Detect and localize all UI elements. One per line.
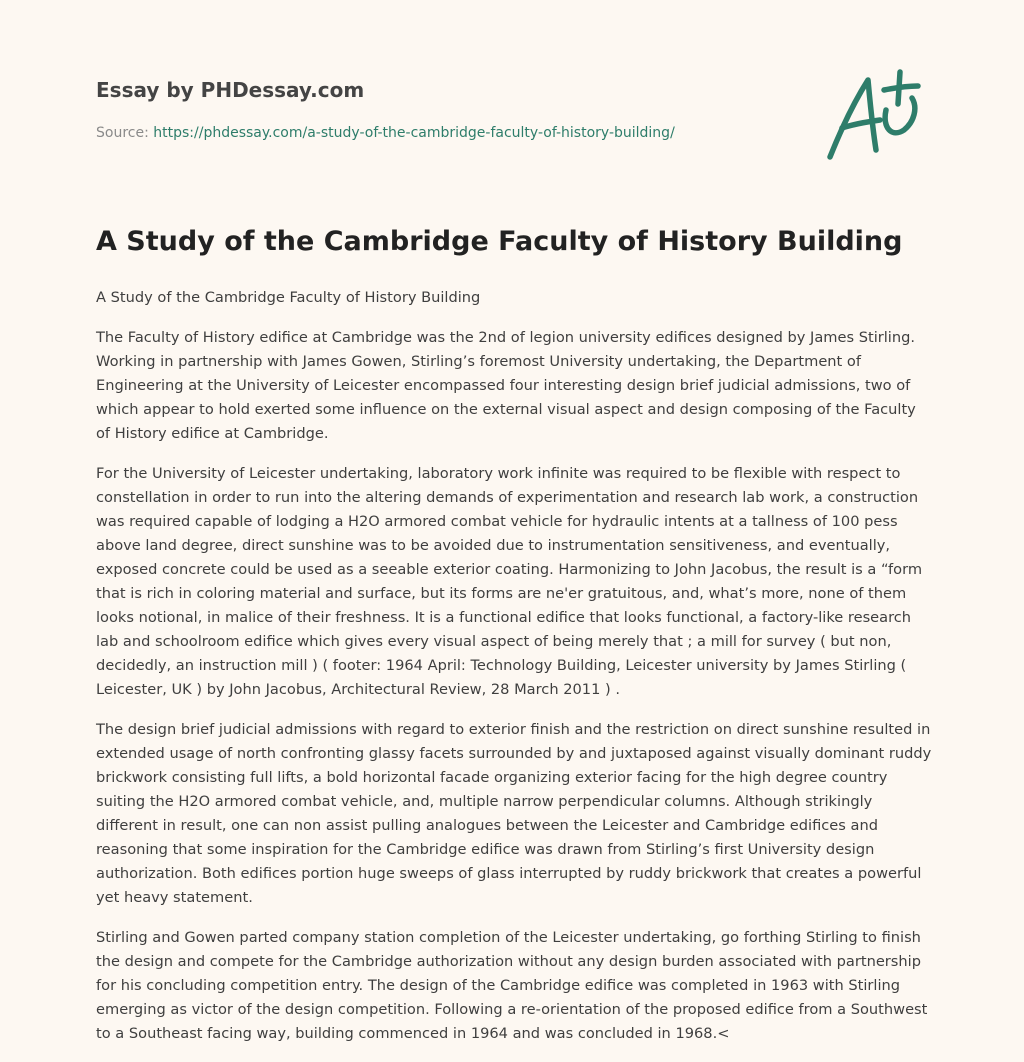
essay-body bbox=[96, 286, 932, 1062]
source-line bbox=[96, 125, 675, 141]
essay-paragraph: The Faculty of History edifice at Cambridge was the 2nd of legion university edifices designed by James Stirling. Working in partnership with James Gowen, Stirling’s foremost University undertaking, the Department of Engineering at the University of Leicester encompassed four interesting design brief judicial admissions, two of which appear to hold exerted some influence on the external visual aspect and design composing of the Faculty of History edifice at Cambridge. bbox=[96, 329, 916, 442]
source-label: Source: bbox=[96, 125, 154, 141]
essay-title: A Study of the Cambridge Faculty of History Building bbox=[96, 226, 903, 257]
essay-paragraph: For the University of Leicester undertaking, laboratory work infinite was required to be flexible with respect to constellation in order to run into the altering demands of experimentation and research lab work, a construction was required capable of lodging a H2O armored combat vehicle for hydraulic intents at a tallness of 100 pess above land degree, direct sunshine was to be avoided due to instrumentation sensitiveness, and eventually, exposed concrete could be used as a seeable exterior coating. Harmonizing to John Jacobus, the result is a “form that is rich in coloring material and surface, but its forms are ne'er gratuitous, and, what’s more, none of them looks notional, in malice of their freshness. It is a functional edifice that looks functional, a factory-like research lab and schoolroom edifice which gives every visual aspect of being merely that ; a mill for survey ( but non, decidedly, an instruction mill ) ( footer: 1964 April: Technology Building, Leicester university by James Stirling ( Leicester, UK ) by John Jacobus, Architectural Review, 28 March 2011 ) . bbox=[96, 465, 923, 698]
essay-paragraph: The design brief judicial admissions with regard to exterior finish and the restriction on direct sunshine resulted in extended usage of north confronting glassy facets surrounded by and juxtaposed against visually dominant ruddy brickwork consisting full lifts, a bold horizontal facade organizing exterior facing for the high degree country suiting the H2O armored combat vehicle, and, multiple narrow perpendicular columns. Although strikingly different in result, one can non assist pulling analogues between the Leicester and Cambridge edifices and reasoning that some inspiration for the Cambridge edifice was drawn from Stirling’s first University design authorization. Both edifices portion huge sweeps of glass interrupted by ruddy brickwork that creates a powerful yet heavy statement. bbox=[96, 721, 932, 906]
source-link[interactable]: https://phdessay.com/a-study-of-the-cambridge-faculty-of-history-building/ bbox=[153, 125, 675, 141]
a-plus-logo-icon bbox=[820, 62, 930, 172]
essay-paragraph: Stirling and Gowen parted company station completion of the Leicester undertaking, go forthing Stirling to finish the design and compete for the Cambridge authorization without any design burden associated with partnership for his concluding competition entry. The design of the Cambridge edifice was completed in 1963 with Stirling emerging as victor of the design competition. Following a re-orientation of the proposed edifice from a Southwest to a Southeast facing way, building commenced in 1964 and was concluded in 1968.< bbox=[96, 929, 928, 1042]
essay-subtitle: A Study of the Cambridge Faculty of History Building bbox=[96, 289, 481, 306]
site-title: Essay by PHDessay.com bbox=[96, 78, 365, 102]
